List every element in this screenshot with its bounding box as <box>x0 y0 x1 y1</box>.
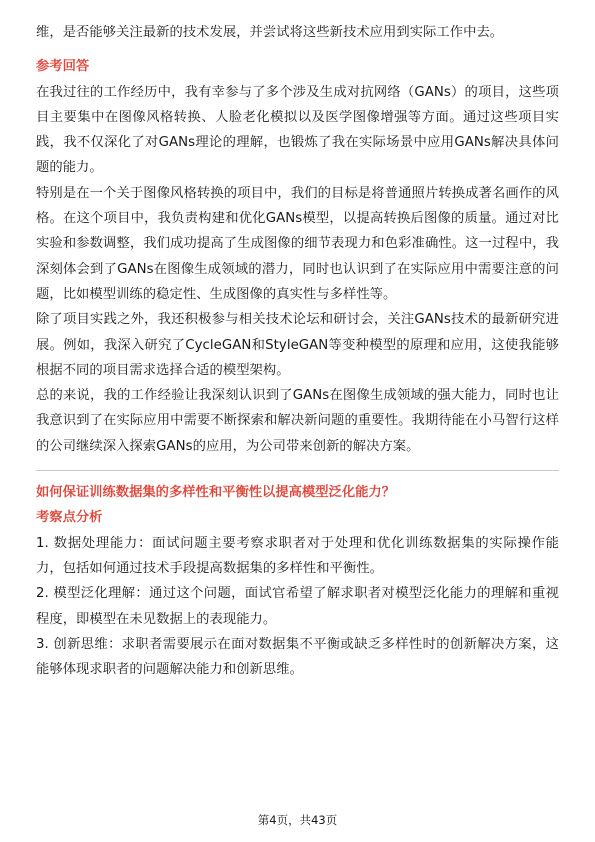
answer-heading: 参考回答 <box>36 59 90 75</box>
continuation-text: 维，是否能够关注最新的技术发展，并尝试将这些新技术应用到实际工作中去。 <box>36 25 504 40</box>
analysis-point-1: 1. 数据处理能力：面试问题主要考察求职者对于处理和优化训练数据集的实际操作能力，包括如何通过技术手段提高数据集的多样性和平衡性。 <box>36 535 559 576</box>
document-page <box>36 20 559 682</box>
analysis-heading: 考察点分析 <box>36 510 103 526</box>
page-number: 第4页，共43页 <box>257 813 338 827</box>
analysis-point-3: 3. 创新思维：求职者需要展示在面对数据集不平衡或缺乏多样性时的创新解决方案，这能够体现求职者的问题解决能力和创新思维。 <box>36 636 559 678</box>
question-title: 如何保证训练数据集的多样性和平衡性以提高模型泛化能力？ <box>36 485 396 501</box>
analysis-point-2: 2. 模型泛化理解：通过这个问题，面试官希望了解求职者对模型泛化能力的理解和重视程度，即模型在未见数据上的表现能力。 <box>36 586 559 627</box>
section-divider <box>36 470 559 471</box>
answer-paragraph-2: 特别是在一个关于图像风格转换的项目中，我们的目标是将普通照片转换成著名画作的风格。在这个项目中，我负责构建和优化GANs模型，以提高转换后图像的质量。通过对比实验和参数调整，我们成功提高了生成图像的细节表现力和色彩准确性。这一过程中，我深刻体会到了GANs在图像生成领域的潜力，同时也认识到了在实际应用中需要注意的问题，比如模型训练的稳定性、生成图像的真实性与多样性等。 <box>36 185 559 302</box>
answer-paragraph-4: 总的来说，我的工作经验让我深刻认识到了GANs在图像生成领域的强大能力，同时也让我意识到了在实际应用中需要不断探索和解决新问题的重要性。我期待能在小马智行这样的公司继续深入探索GANs的应用，为公司带来创新的解决方案。 <box>36 388 559 454</box>
answer-paragraph-3: 除了项目实践之外，我还积极参与相关技术论坛和研讨会，关注GANs技术的最新研究进展。例如，我深入研究了CycleGAN和StyleGAN等变种模型的原理和应用，这使我能够根据不同的项目需求选择合适的模型架构。 <box>36 312 559 378</box>
answer-paragraph-1: 在我过往的工作经历中，我有幸参与了多个涉及生成对抗网络（GANs）的项目，这些项目主要集中在图像风格转换、人脸老化模拟以及医学图像增强等方面。通过这些项目实践，我不仅深化了对GANs理论的理解，也锻炼了我在实际场景中应用GANs解决具体问题的能力。 <box>36 84 559 176</box>
